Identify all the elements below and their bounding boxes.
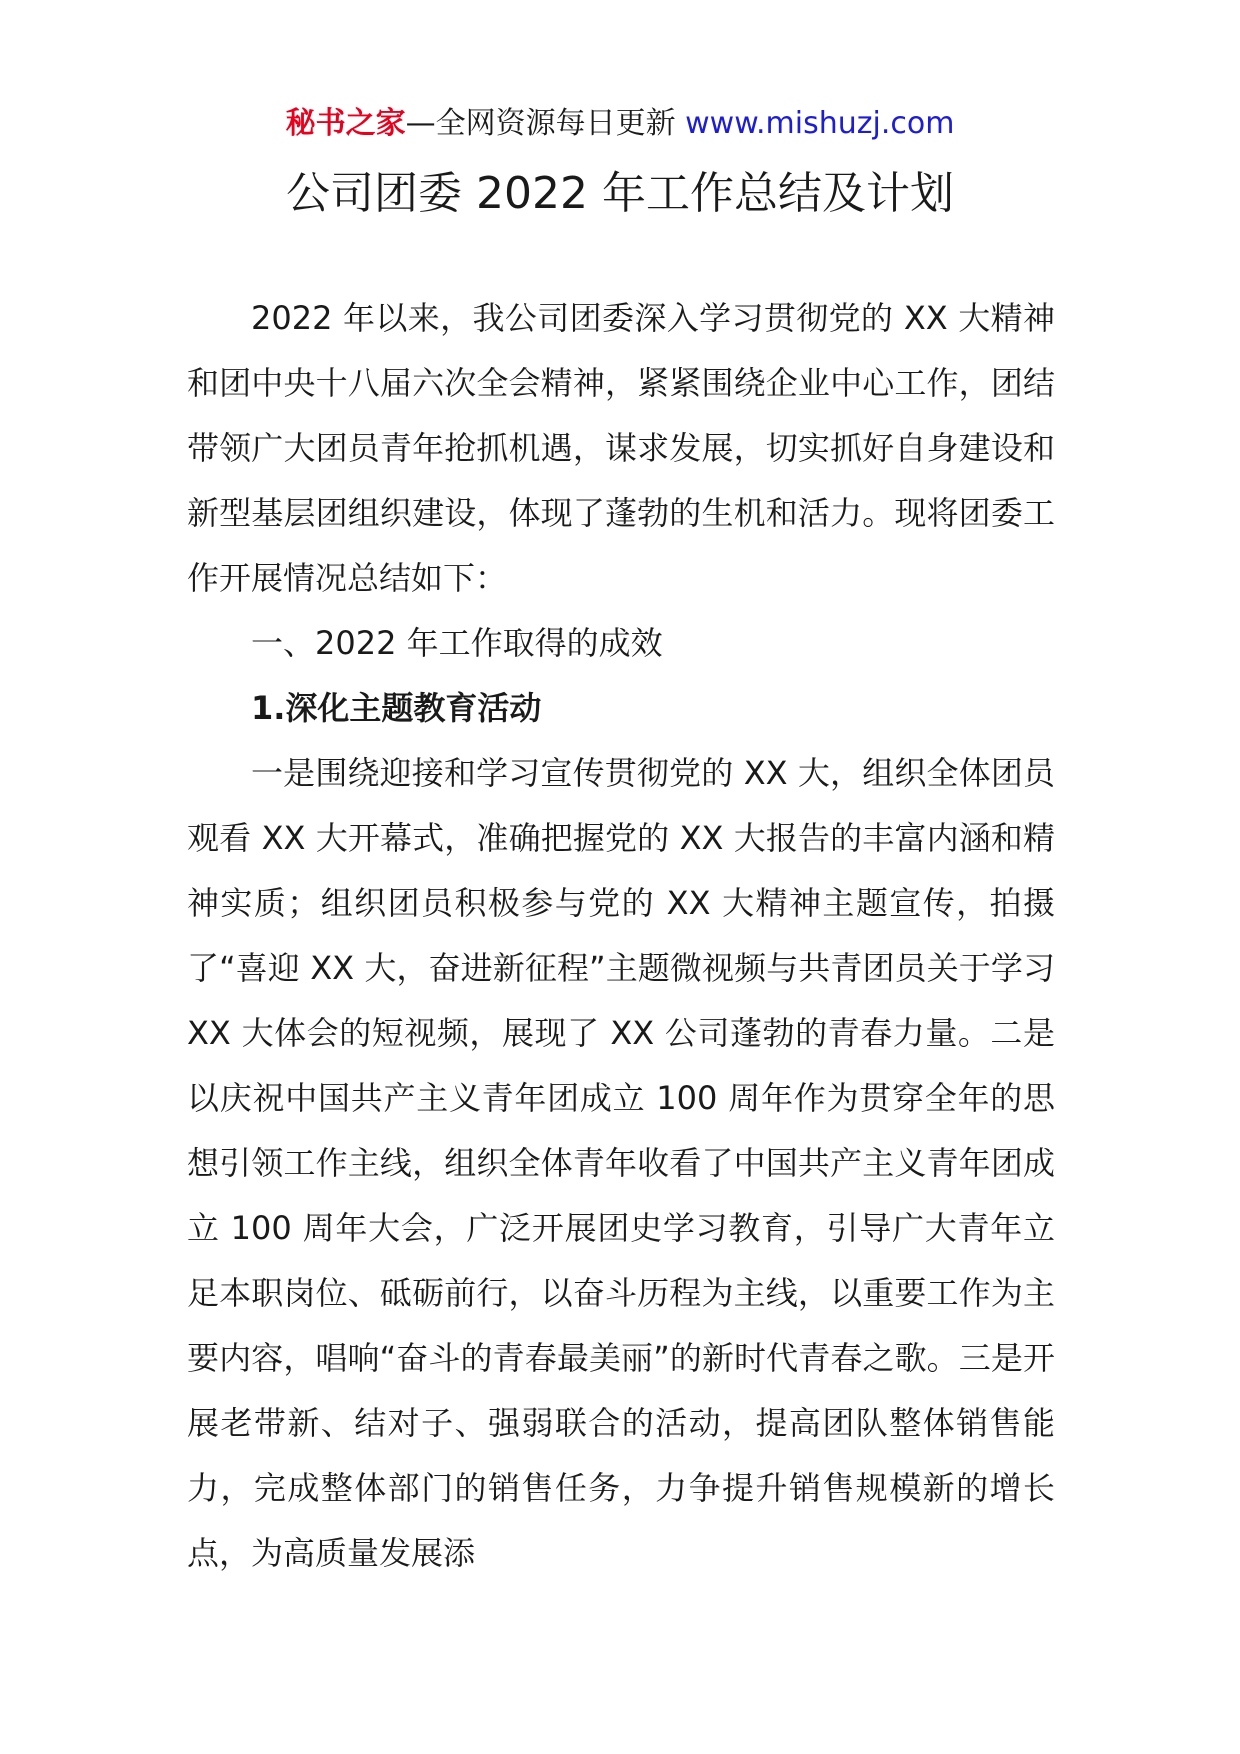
banner-tagline: —全网资源每日更新 xyxy=(405,106,686,141)
document-body xyxy=(187,286,1055,1586)
document-title: 公司团委 2022 年工作总结及计划 xyxy=(286,168,954,219)
brand-name: 秘书之家 xyxy=(285,106,406,141)
intro-paragraph: 2022 年以来，我公司团委深入学习贯彻党的 XX 大精神和团中央十八届六次全会精神，紧紧围绕企业中心工作，团结带领广大团员青年抢抓机遇，谋求发展，切实抓好自身建设和新型基层团组织建设，体现了蓬勃的生机和活力。现将团委工作开展情况总结如下： xyxy=(187,299,1055,597)
subsection-paragraph: 一是围绕迎接和学习宣传贯彻党的 XX 大，组织全体团员观看 XX 大开幕式，准确把握党的 XX 大报告的丰富内涵和精神实质；组织团员积极参与党的 XX 大精神主题宣传，拍摄了“喜迎 XX 大，奋进新征程”主题微视频与共青团员关于学习 XX 大体会的短视频，展现了 XX 公司蓬勃的青春力量。二是以庆祝中国共产主义青年团成立 100 周年作为贯穿全年的思想引领工作主线，组织全体青年收看了中国共产主义青年团成立 100 周年大会，广泛开展团史学习教育，引导广大青年立足本职岗位、砥砺前行，以奋斗历程为主线，以重要工作为主要内容，唱响“奋斗的青春最美丽”的新时代青春之歌。三是开展老带新、结对子、强弱联合的活动，提高团队整体销售能力，完成整体部门的销售任务，力争提升销售规模新的增长点，为高质量发展添 xyxy=(187,754,1055,1572)
source-banner xyxy=(0,102,1240,146)
banner-url[interactable]: www.mishuzj.com xyxy=(685,106,955,141)
subsection-heading: 1.深化主题教育活动 xyxy=(251,689,542,727)
section-heading: 一、2022 年工作取得的成效 xyxy=(251,624,663,662)
